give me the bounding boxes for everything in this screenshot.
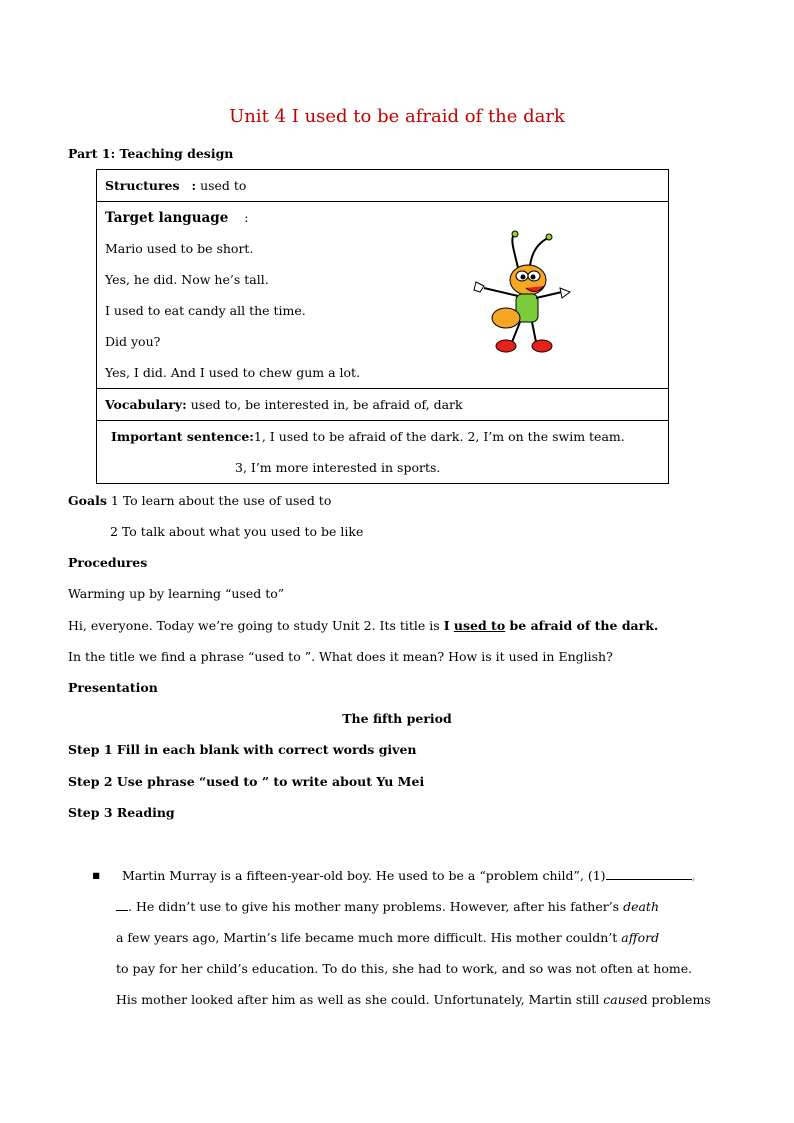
step-3: Step 3 Reading <box>68 805 175 820</box>
target-line: Yes, I did. And I used to chew gum a lot. <box>105 365 361 380</box>
important-line: 3, I’m more interested in sports. <box>235 460 441 475</box>
target-language-cell: Target language : Mario used to be short. Yes, he did. Now he’s tall. I used to eat candy all the time. Did you? Yes, I did. And I used to chew gum a lot. <box>97 202 669 389</box>
goals-line-2: 2 To talk about what you used to be like <box>110 524 364 539</box>
warming-up-line: Warming up by learning “used to” <box>68 586 285 601</box>
structures-cell: Structures : used to <box>97 170 669 202</box>
answer-blank-1 <box>606 867 692 880</box>
procedures-heading: Procedures <box>68 555 148 570</box>
bullet-icon: ▪ <box>92 867 101 882</box>
goals-label: Goals <box>68 493 107 508</box>
structures-value: used to <box>200 178 247 193</box>
cartoon-ant-illustration <box>470 230 574 358</box>
vocabulary-label: Vocabulary: <box>105 397 187 412</box>
reading-line: Martin Murray is a fifteen-year-old boy. He used to be a “problem child”, (1) , <box>122 868 696 883</box>
important-line: 1, I used to be afraid of the dark. 2, I’m on the swim team. <box>253 429 625 444</box>
target-line: Did you? <box>105 334 161 349</box>
goals-line-1: Goals 1 To learn about the use of used to <box>68 493 332 508</box>
answer-blank-1-end <box>116 898 128 911</box>
part-heading: Part 1: Teaching design <box>68 146 234 161</box>
step-2: Step 2 Use phrase “used to ” to write about Yu Mei <box>68 774 425 789</box>
vocabulary-cell <box>97 389 669 421</box>
presentation-heading: Presentation <box>68 680 158 695</box>
important-label: Important sentence: <box>111 429 254 444</box>
structures-label: Structures <box>105 178 180 193</box>
reading-line: His mother looked after him as well as she could. Unfortunately, Martin still caused problems <box>116 992 711 1007</box>
intro-line-2: In the title we find a phrase “used to ”. What does it mean? How is it used in English? <box>68 649 613 664</box>
step-1: Step 1 Fill in each blank with correct words given <box>68 742 417 757</box>
target-line: Yes, he did. Now he’s tall. <box>105 272 269 287</box>
vocabulary-value: used to, be interested in, be afraid of, dark <box>190 397 463 412</box>
target-line: I used to eat candy all the time. <box>105 303 306 318</box>
period-heading: The fifth period <box>342 711 452 726</box>
teaching-design-table <box>96 169 669 484</box>
important-sentence-cell <box>97 421 669 484</box>
reading-line: to pay for her child’s education. To do this, she had to work, and so was not often at home. <box>116 961 693 976</box>
target-label: Target language <box>105 210 229 226</box>
target-line: Mario used to be short. <box>105 241 254 256</box>
intro-line-1: Hi, everyone. Today we’re going to study Unit 2. Its title is I used to be afraid of the dark. <box>68 618 659 633</box>
reading-line: . He didn’t use to give his mother many problems. However, after his father’s death <box>116 898 659 914</box>
page-title: Unit 4 I used to be afraid of the dark <box>229 106 565 127</box>
reading-line: a few years ago, Martin’s life became much more difficult. His mother couldn’t afford <box>116 930 660 945</box>
